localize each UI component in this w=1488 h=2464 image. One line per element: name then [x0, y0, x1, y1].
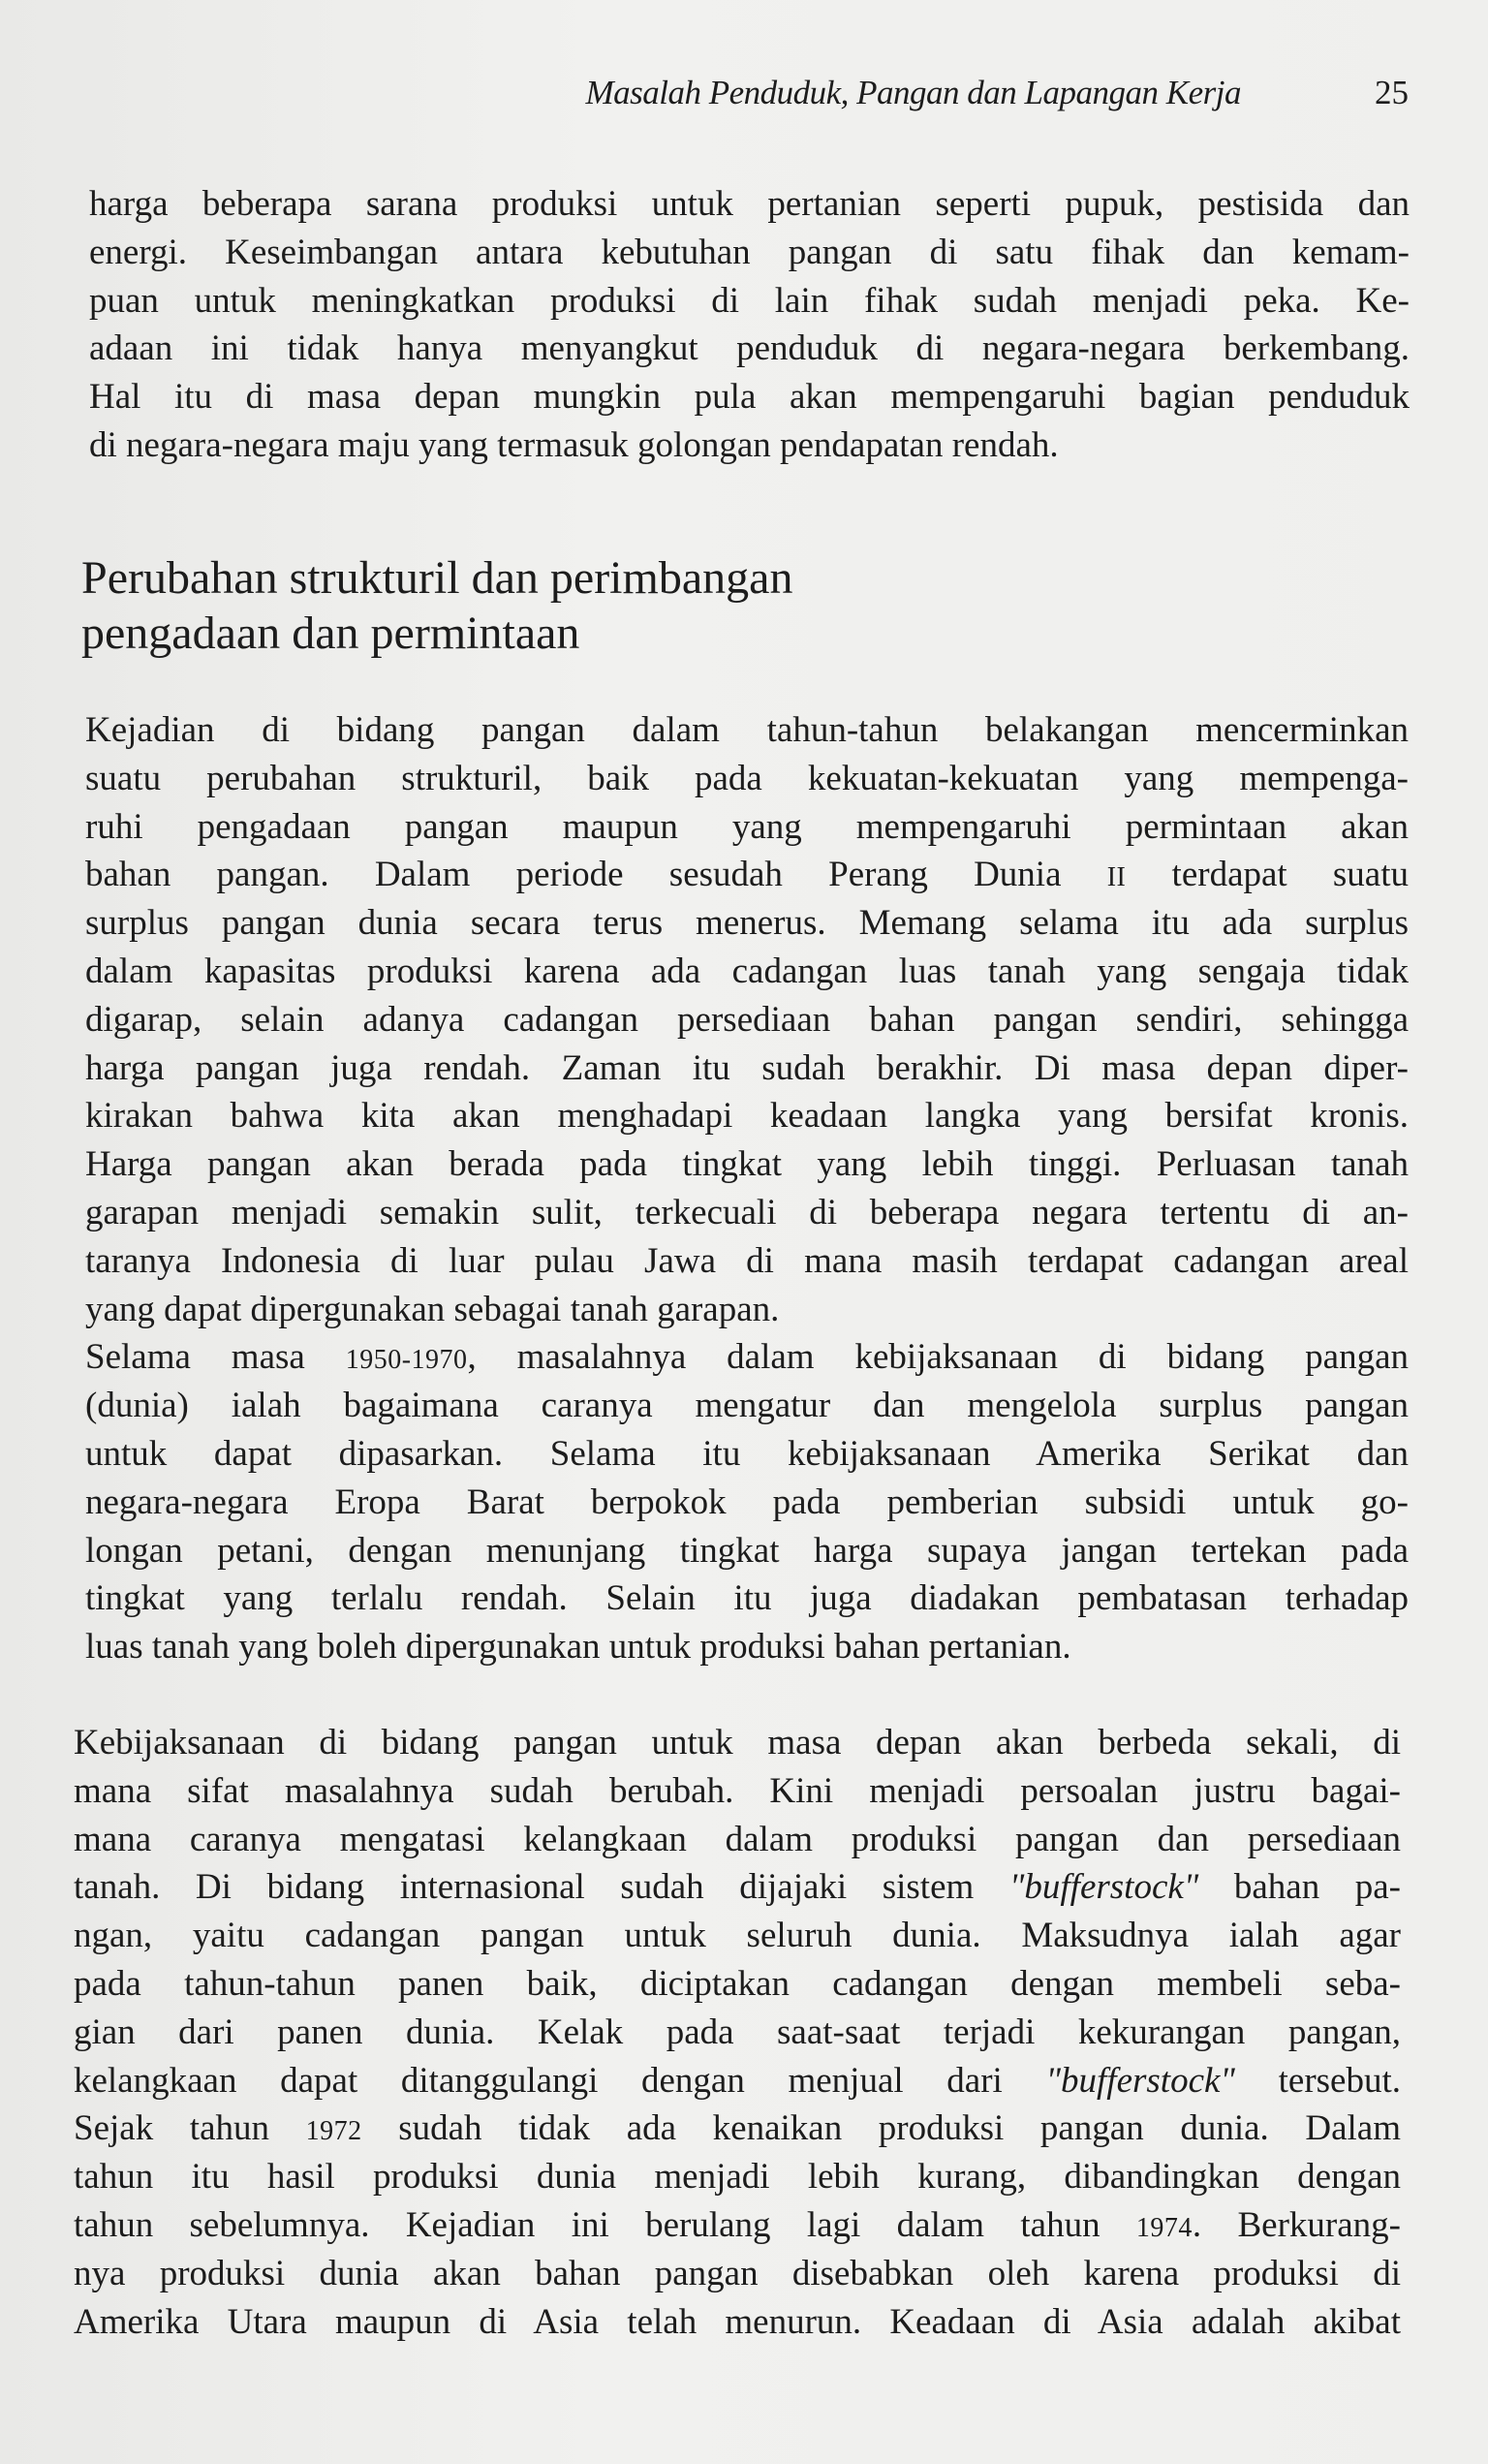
text-line: gian dari panen dunia. Kelak pada saat-saat terjadi kekurangan pangan,: [74, 2012, 1401, 2052]
text-line: [85, 851, 1409, 899]
text-line: Harga pangan akan berada pada tingkat yang lebih tinggi. Perluasan tanah: [85, 1144, 1409, 1185]
running-title: Masalah Penduduk, Pangan dan Lapangan Kerja: [585, 74, 1241, 111]
text-run: . Berkurang-: [1192, 2204, 1401, 2245]
page-number: 25: [1375, 74, 1409, 111]
text-line: harga beberapa sarana produksi untuk pertanian seperti pupuk, pestisida dan: [89, 184, 1410, 224]
text-line: Kebijaksanaan di bidang pangan untuk masa depan akan berbeda sekali, di: [74, 1723, 1401, 1762]
small-caps-number: 1950-1970: [345, 1345, 468, 1376]
text-run: tahun sebelumnya. Kejadian ini berulang lagi dalam tahun: [74, 2204, 1136, 2245]
italic-term: "bufferstock": [1008, 1867, 1199, 1908]
text-line: Hal itu di masa depan mungkin pula akan mempengaruhi bagian penduduk: [89, 377, 1410, 418]
text-line: negara-negara Eropa Barat berpokok pada pemberian subsidi untuk go-: [85, 1482, 1409, 1522]
text-line: tahun itu hasil produksi dunia menjadi lebih kurang, dibandingkan dengan: [74, 2157, 1401, 2198]
text-line: luas tanah yang boleh dipergunakan untuk produksi bahan pertanian.: [85, 1627, 1071, 1668]
text-run: bahan pangan. Dalam periode sesudah Perang Dunia: [85, 855, 1107, 895]
text-line: Amerika Utara maupun di Asia telah menurun. Keadaan di Asia adalah akibat: [74, 2301, 1401, 2342]
text-line: di negara-negara maju yang termasuk golongan pendapatan rendah.: [89, 424, 1059, 465]
text-line: dalam kapasitas produksi karena ada cadangan luas tanah yang sengaja tidak: [85, 951, 1409, 991]
text-line: [74, 2201, 1401, 2250]
text-run: sudah tidak ada kenaikan produksi pangan dunia. Dalam: [361, 2108, 1401, 2149]
paragraph: [85, 706, 1409, 1671]
text-line: longan petani, dengan menunjang tingkat harga supaya jangan tertekan pada: [85, 1530, 1409, 1571]
section-heading-line: pengadaan dan permintaan: [81, 608, 580, 659]
paragraph: [89, 180, 1410, 470]
text-line: adaan ini tidak hanya menyangkut penduduk di negara-negara berkembang.: [89, 328, 1410, 369]
text-line: surplus pangan dunia secara terus menerus. Memang selama itu ada surplus: [85, 903, 1409, 944]
text-line: pada tahun-tahun panen baik, diciptakan cadangan dengan membeli seba-: [74, 1963, 1401, 2004]
section-heading: [81, 550, 792, 661]
text-line: [74, 1863, 1401, 1912]
text-line: suatu perubahan strukturil, baik pada kekuatan-kekuatan yang mempenga-: [85, 758, 1409, 798]
paragraph: [74, 1719, 1401, 2346]
running-header: [0, 74, 1488, 122]
text-line: mana sifat masalahnya sudah berubah. Kini menjadi persoalan justru bagai-: [74, 1770, 1401, 1811]
italic-term: "bufferstock": [1045, 2060, 1235, 2101]
text-line: harga pangan juga rendah. Zaman itu sudah berakhir. Di masa depan diper-: [85, 1047, 1409, 1088]
text-line: ruhi pengadaan pangan maupun yang mempengaruhi permintaan akan: [85, 806, 1409, 847]
text-run: Selama masa: [85, 1337, 346, 1378]
text-line: [85, 1333, 1409, 1382]
text-line: mana caranya mengatasi kelangkaan dalam produksi pangan dan persediaan: [74, 1819, 1401, 1859]
small-caps-number: II: [1106, 862, 1127, 893]
text-run: , masalahnya dalam kebijaksanaan di bidang pangan: [467, 1337, 1409, 1378]
section-heading-line: Perubahan strukturil dan perimbangan: [81, 552, 793, 604]
text-run: kelangkaan dapat ditanggulangi dengan menjual dari: [74, 2060, 1046, 2101]
text-line: tingkat yang terlalu rendah. Selain itu juga diadakan pembatasan terhadap: [85, 1578, 1409, 1619]
text-line: ngan, yaitu cadangan pangan untuk seluruh dunia. Maksudnya ialah agar: [74, 1916, 1401, 1956]
text-line: (dunia) ialah bagaimana caranya mengatur dan mengelola surplus pangan: [85, 1386, 1409, 1426]
text-run: terdapat suatu: [1126, 855, 1409, 895]
text-run: bahan pa-: [1198, 1867, 1401, 1908]
text-line: taranya Indonesia di luar pulau Jawa di mana masih terdapat cadangan areal: [85, 1240, 1409, 1281]
text-line: nya produksi dunia akan bahan pangan disebabkan oleh karena produksi di: [74, 2253, 1401, 2293]
text-line: garapan menjadi semakin sulit, terkecuali di beberapa negara tertentu di an-: [85, 1192, 1409, 1232]
small-caps-number: 1972: [305, 2116, 362, 2147]
text-line: [74, 2057, 1401, 2105]
text-line: untuk dapat dipasarkan. Selama itu kebijaksanaan Amerika Serikat dan: [85, 1433, 1409, 1474]
text-line: energi. Keseimbangan antara kebutuhan pangan di satu fihak dan kemam-: [89, 232, 1410, 272]
text-run: tersebut.: [1234, 2060, 1401, 2101]
text-line: puan untuk meningkatkan produksi di lain fihak sudah menjadi peka. Ke-: [89, 280, 1410, 321]
text-line: digarap, selain adanya cadangan persediaan bahan pangan sendiri, sehingga: [85, 999, 1409, 1040]
text-run: Sejak tahun: [74, 2108, 306, 2149]
text-run: tanah. Di bidang internasional sudah dijajaki sistem: [74, 1867, 1009, 1908]
small-caps-number: 1974: [1135, 2212, 1193, 2243]
text-line: Kejadian di bidang pangan dalam tahun-tahun belakangan mencerminkan: [85, 710, 1409, 750]
text-line: yang dapat dipergunakan sebagai tanah garapan.: [85, 1289, 780, 1329]
text-line: kirakan bahwa kita akan menghadapi keadaan langka yang bersifat kronis.: [85, 1096, 1409, 1137]
text-line: [74, 2105, 1401, 2153]
